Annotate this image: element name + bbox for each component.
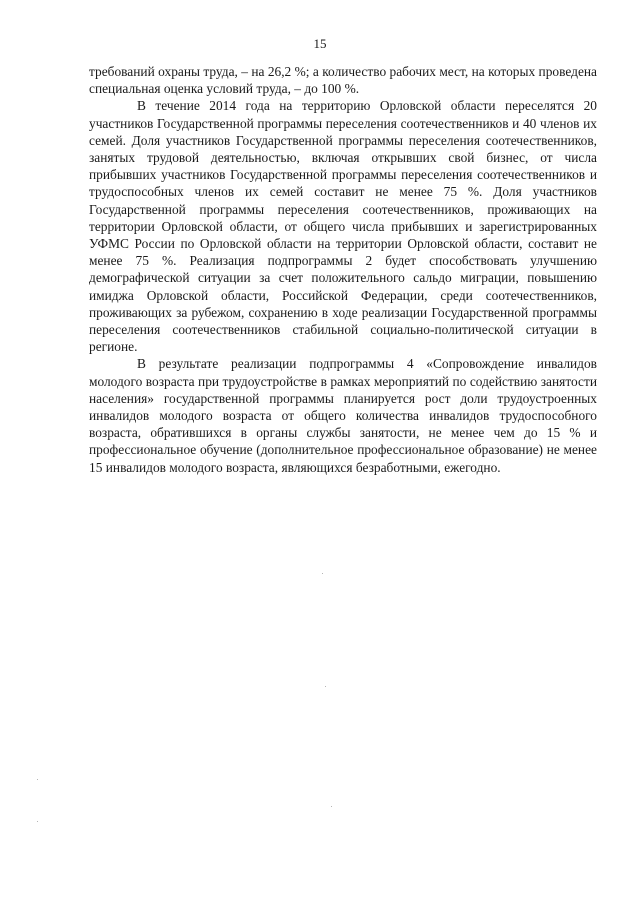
paragraph-resettlement-program: В течение 2014 года на территорию Орловской области переселятся 20 участников Государственной программы переселения соотечественников и 40 членов их семей. Доля участников Государственной программы переселения соотечественников, занятых трудовой деятельностью, включая открывших свой бизнес, от числа прибывших участников Государственной программы переселения соотечественников и трудоспособных членов их семей составит не менее 75 %. Доля участников Государственной программы переселения соотечественников, проживающих на территории Орловской области, от общего числа прибывших и зарегистрированных УФМС России по Орловской области на территории Орловской области, составит не менее 75 %. Реализация подпрограммы 2 будет способствовать улучшению демографической ситуации за счет положительного сальдо миграции, повышению имиджа Орловской области, Российской Федерации, среди соотечественников, проживающих за рубежом, сохранению в ходе реализации Государственной программы переселения соотечественников стабильной социально-политической ситуации в регионе. bbox=[89, 98, 597, 355]
paragraph-disabled-employment: В результате реализации подпрограммы 4 «Сопровождение инвалидов молодого возраста при трудоустройстве в рамках мероприятий по содействию занятости населения» государственной программы планируется рост доли трудоустроенных инвалидов молодого возраста от общего количества инвалидов трудоспособного возраста, обратившихся в органы службы занятости, не менее чем до 15 % и профессиональное обучение (дополнительное профессиональное образование) не менее 15 инвалидов молодого возраста, являющихся безработными, ежегодно. bbox=[89, 356, 597, 475]
scan-speck bbox=[322, 573, 323, 574]
scan-speck bbox=[37, 779, 38, 780]
scan-speck bbox=[37, 821, 38, 822]
body-text bbox=[89, 63, 597, 476]
page-number: 15 bbox=[313, 36, 327, 51]
scan-speck bbox=[325, 686, 326, 687]
paragraph-labor-safety: требований охраны труда, – на 26,2 %; а количество рабочих мест, на которых проведена специальная оценка условий труда, – до 100 %. bbox=[89, 64, 597, 97]
scan-speck bbox=[331, 806, 332, 807]
